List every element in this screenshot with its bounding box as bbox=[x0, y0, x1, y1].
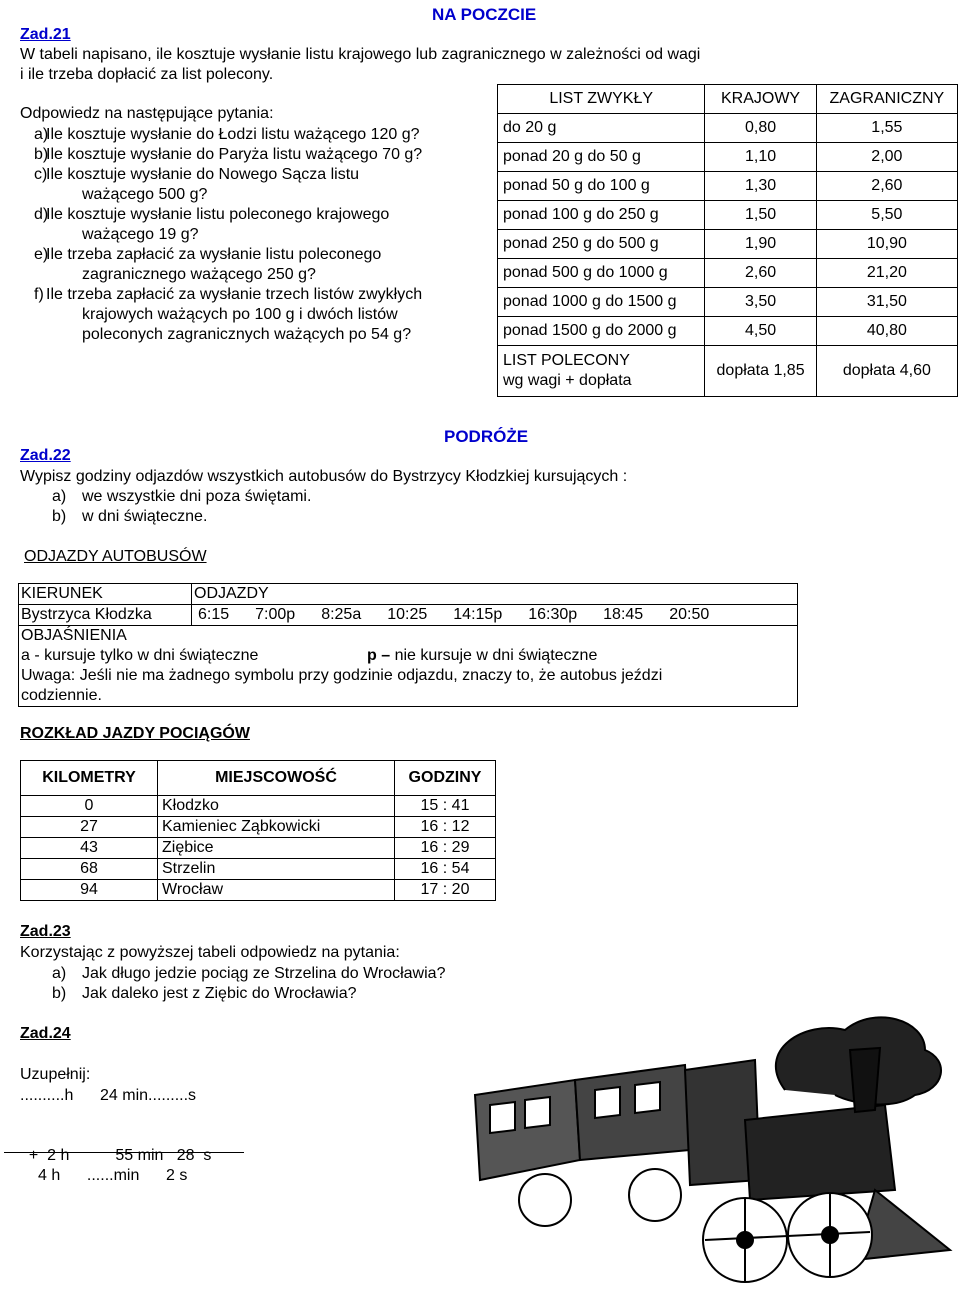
polecony-krajowy: dopłata 1,85 bbox=[705, 346, 816, 397]
postage-row bbox=[498, 172, 958, 201]
postage-price: 0,80 bbox=[705, 114, 816, 143]
zad24-label: Zad.24 bbox=[20, 1025, 71, 1042]
bus-explain-a: a - kursuje tylko w dni świąteczne bbox=[21, 647, 259, 664]
postage-row bbox=[498, 230, 958, 259]
train-time: 15 : 41 bbox=[395, 796, 496, 817]
train-station: Ziębice bbox=[158, 838, 395, 859]
question-item bbox=[20, 285, 495, 345]
bus-col-kierunek: KIERUNEK bbox=[19, 584, 192, 605]
train-km: 43 bbox=[21, 838, 158, 859]
postage-price: 1,50 bbox=[705, 201, 816, 230]
zad21-questions bbox=[20, 125, 495, 345]
train-time: 16 : 12 bbox=[395, 817, 496, 838]
train-col-header: KILOMETRY bbox=[21, 761, 158, 796]
zad24-line2-rest: 55 min 28 s bbox=[115, 1147, 212, 1164]
train-row bbox=[21, 796, 496, 817]
train-km: 27 bbox=[21, 817, 158, 838]
zad23-items bbox=[20, 964, 720, 1004]
list-item bbox=[20, 507, 720, 527]
zad24-prompt: Uzupełnij: bbox=[20, 1066, 91, 1083]
postage-price: 5,50 bbox=[816, 201, 957, 230]
bus-destination: Bystrzyca Kłodzka bbox=[19, 605, 192, 626]
postage-price: 1,90 bbox=[705, 230, 816, 259]
train-time: 16 : 54 bbox=[395, 859, 496, 880]
train-col-header: GODZINY bbox=[395, 761, 496, 796]
question-text: Ile kosztuje wysłanie do Nowego Sącza listu bbox=[46, 166, 360, 183]
question-text: Ile kosztuje wysłanie listu poleconego krajowego bbox=[46, 206, 390, 223]
bus-explain-legend bbox=[21, 646, 795, 666]
list-marker: a) bbox=[52, 488, 67, 505]
postage-price: 1,30 bbox=[705, 172, 816, 201]
train-time: 16 : 29 bbox=[395, 838, 496, 859]
postage-price: 31,50 bbox=[816, 288, 957, 317]
zad21-prompt: Odpowiedz na następujące pytania: bbox=[20, 105, 274, 122]
question-text: krajowych ważących po 100 g i dwóch listów bbox=[82, 306, 398, 323]
train-station: Strzelin bbox=[158, 859, 395, 880]
zad24-sum-line bbox=[4, 1152, 244, 1153]
question-marker: e) bbox=[34, 246, 49, 263]
polecony-line2: wg wagi + dopłata bbox=[503, 372, 632, 389]
postage-col-header: ZAGRANICZNY bbox=[816, 85, 957, 114]
train-station: Kłodzko bbox=[158, 796, 395, 817]
postage-col-header: KRAJOWY bbox=[705, 85, 816, 114]
postage-price: 3,50 bbox=[705, 288, 816, 317]
postage-price: 1,10 bbox=[705, 143, 816, 172]
zad22-intro: Wypisz godziny odjazdów wszystkich autobusów do Bystrzycy Kłodzkiej kursujących : bbox=[20, 468, 628, 485]
question-marker: a) bbox=[34, 126, 49, 143]
question-item bbox=[20, 125, 495, 145]
train-row bbox=[21, 838, 496, 859]
train-km: 68 bbox=[21, 859, 158, 880]
postage-price: 4,50 bbox=[705, 317, 816, 346]
list-marker: b) bbox=[52, 508, 67, 525]
list-text: w dni świąteczne. bbox=[82, 508, 208, 525]
locomotive-drawing bbox=[455, 1010, 955, 1308]
train-station: Wrocław bbox=[158, 880, 395, 901]
zad24-line1: ..........h 24 min.........s bbox=[20, 1087, 197, 1104]
list-text: Jak daleko jest z Ziębic do Wrocławia? bbox=[82, 985, 357, 1002]
bus-time: 6:15 bbox=[198, 606, 230, 623]
zad22-label: Zad.22 bbox=[20, 447, 71, 464]
question-item bbox=[20, 165, 495, 205]
zad22-items bbox=[20, 487, 720, 527]
question-item bbox=[20, 245, 495, 285]
polecony-label bbox=[498, 346, 705, 397]
list-text: we wszystkie dni poza świętami. bbox=[82, 488, 312, 505]
train-km: 0 bbox=[21, 796, 158, 817]
postage-price: 10,90 bbox=[816, 230, 957, 259]
bus-time: 18:45 bbox=[603, 606, 644, 623]
postage-weight: ponad 500 g do 1000 g bbox=[498, 259, 705, 288]
bus-title: ODJAZDY AUTOBUSÓW bbox=[24, 548, 207, 565]
postage-table bbox=[497, 84, 958, 397]
postage-row bbox=[498, 288, 958, 317]
postage-price: 2,60 bbox=[705, 259, 816, 288]
list-item bbox=[20, 487, 720, 507]
question-item bbox=[20, 145, 495, 165]
question-marker: d) bbox=[34, 206, 49, 223]
postage-price: 1,55 bbox=[816, 114, 957, 143]
bus-note-line2: codziennie. bbox=[21, 687, 102, 704]
zad21-intro-line2: i ile trzeba dopłacić za list polecony. bbox=[20, 66, 274, 83]
bus-explain-p-marker: p – bbox=[367, 647, 391, 664]
bus-time: 14:15p bbox=[453, 606, 503, 623]
list-item bbox=[20, 964, 720, 984]
question-marker: b) bbox=[34, 146, 49, 163]
zad24-line2 bbox=[20, 1126, 211, 1166]
postage-price: 21,20 bbox=[816, 259, 957, 288]
bus-time: 20:50 bbox=[669, 606, 710, 623]
question-text: ważącego 500 g? bbox=[82, 186, 208, 203]
question-text: ważącego 19 g? bbox=[82, 226, 199, 243]
zad21-intro-line1: W tabeli napisano, ile kosztuje wysłanie listu krajowego lub zagranicznego w zależności od wagi bbox=[20, 46, 701, 63]
bus-explain-title: OBJAŚNIENIA bbox=[21, 627, 127, 644]
train-row bbox=[21, 880, 496, 901]
zad23-intro: Korzystając z powyższej tabeli odpowiedz na pytania: bbox=[20, 944, 400, 961]
question-item bbox=[20, 205, 495, 245]
zad21-label: Zad.21 bbox=[20, 26, 71, 43]
section-heading-podroze: PODRÓŻE bbox=[444, 427, 529, 446]
postage-col-header: LIST ZWYKŁY bbox=[498, 85, 705, 114]
postage-price: 2,00 bbox=[816, 143, 957, 172]
bus-time: 8:25a bbox=[321, 606, 362, 623]
postage-row-polecony bbox=[498, 346, 958, 397]
postage-weight: ponad 1000 g do 1500 g bbox=[498, 288, 705, 317]
train-title: ROZKŁAD JAZDY POCIĄGÓW bbox=[20, 725, 250, 742]
bus-col-odjazdy: ODJAZDY bbox=[192, 584, 798, 605]
bus-times bbox=[192, 605, 798, 626]
postage-row bbox=[498, 114, 958, 143]
question-marker: c) bbox=[34, 166, 48, 183]
postage-price: 40,80 bbox=[816, 317, 957, 346]
postage-weight: ponad 20 g do 50 g bbox=[498, 143, 705, 172]
train-time: 17 : 20 bbox=[395, 880, 496, 901]
postage-row bbox=[498, 201, 958, 230]
train-station: Kamieniec Ząbkowicki bbox=[158, 817, 395, 838]
polecony-line1: LIST POLECONY bbox=[503, 352, 630, 369]
list-text: Jak długo jedzie pociąg ze Strzelina do Wrocławia? bbox=[82, 965, 446, 982]
question-text: Ile kosztuje wysłanie do Łodzi listu ważącego 120 g? bbox=[46, 126, 420, 143]
train-km: 94 bbox=[21, 880, 158, 901]
bus-time: 7:00p bbox=[255, 606, 296, 623]
postage-row bbox=[498, 259, 958, 288]
postage-weight: ponad 250 g do 500 g bbox=[498, 230, 705, 259]
train-row bbox=[21, 817, 496, 838]
postage-table-header bbox=[498, 85, 958, 114]
bus-time: 10:25 bbox=[387, 606, 428, 623]
list-item bbox=[20, 984, 720, 1004]
train-col-header: MIEJSCOWOŚĆ bbox=[158, 761, 395, 796]
question-text: Ile trzeba zapłacić za wysłanie listu poleconego bbox=[46, 246, 382, 263]
zad24-line2-plus: + 2 h bbox=[28, 1147, 70, 1164]
train-table bbox=[20, 760, 496, 901]
postage-weight: ponad 1500 g do 2000 g bbox=[498, 317, 705, 346]
question-marker: f) bbox=[34, 286, 44, 303]
postage-weight: do 20 g bbox=[498, 114, 705, 143]
bus-note-line1: Uwaga: Jeśli nie ma żadnego symbolu przy godzinie odjazdu, znaczy to, że autobus jeździ bbox=[21, 667, 663, 684]
bus-explanations bbox=[19, 626, 798, 707]
section-heading-poczta: NA POCZCIE bbox=[432, 5, 537, 24]
list-marker: b) bbox=[52, 985, 67, 1002]
list-marker: a) bbox=[52, 965, 67, 982]
zad23-label: Zad.23 bbox=[20, 923, 71, 940]
question-text: Ile trzeba zapłacić za wysłanie trzech listów zwykłych bbox=[46, 286, 423, 303]
question-text: zagranicznego ważącego 250 g? bbox=[82, 266, 316, 283]
zad24-line3: 4 h ......min 2 s bbox=[38, 1167, 188, 1184]
postage-price: 2,60 bbox=[816, 172, 957, 201]
postage-row bbox=[498, 143, 958, 172]
bus-explain-p: nie kursuje w dni świąteczne bbox=[394, 647, 598, 664]
train-row bbox=[21, 859, 496, 880]
polecony-zagraniczny: dopłata 4,60 bbox=[816, 346, 957, 397]
bus-table bbox=[18, 583, 798, 707]
postage-weight: ponad 100 g do 250 g bbox=[498, 201, 705, 230]
postage-row bbox=[498, 317, 958, 346]
postage-weight: ponad 50 g do 100 g bbox=[498, 172, 705, 201]
bus-time: 16:30p bbox=[528, 606, 578, 623]
question-text: poleconych zagranicznych ważących po 54 g? bbox=[82, 326, 412, 343]
question-text: Ile kosztuje wysłanie do Paryża listu ważącego 70 g? bbox=[46, 146, 423, 163]
